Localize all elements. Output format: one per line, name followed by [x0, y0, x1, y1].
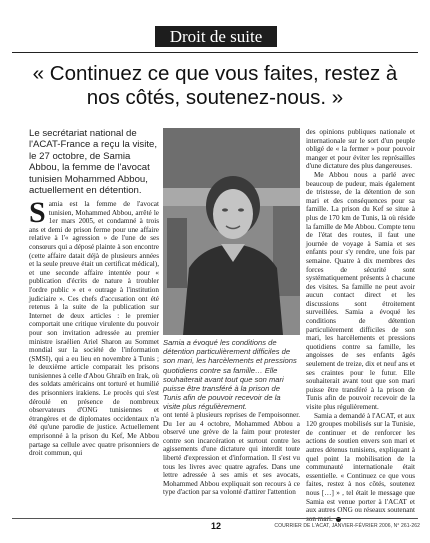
body-text-3a: des opinions publiques nationale et internationale sur le sort d'un peuple obligé de « la fermer » pour pouvoir manger et pour éviter les représailles d'une dictature des plus dangereuses. [306, 128, 415, 171]
body-column-2 [163, 411, 300, 497]
body-text-3c: Samia a demandé à l'ACAT, et aux 120 groupes mobilisés sur la Tunisie, de continuer et de renforcer les actions de soutien envers son mari et autres détenus tunisiens, expliquant à quel point la mobilisation de la communauté internationale était essentielle. « Continuez ce que vous faites, restez à nos côtés, soutenez nous […] » , tel était le message que Samia est venue porter à l'ACAT et aux autres ONG ou réseaux soutenant [306, 411, 415, 515]
page-number: 12 [210, 521, 221, 531]
body-column-1 [29, 196, 159, 458]
publication-footer: COURRIER DE L'ACAT, JANVIER-FÉVRIER 2006, N° 261-262 [274, 523, 420, 529]
drop-cap: S [29, 196, 46, 229]
portrait-image [163, 128, 300, 335]
photo-caption: Samia a évoqué les conditions de détention particulièrement difficiles de son mari, les harcèlements et pressions quotidiens contre sa famille… Elle souhaiterait avant tout que son mari puisse être transféré à la prison de Tunis afin de pouvoir recevoir de la visite plus régulièrement. [163, 338, 297, 412]
body-column-3 [306, 128, 415, 523]
headline: « Continuez ce que vous faites, restez à nos côtés, soutenez-nous. » [32, 62, 398, 109]
bottom-rule [12, 518, 418, 519]
lead-paragraph: Le secrétariat national de l'ACAT-France a reçu la visite, le 27 octobre, de Samia Abbou, la femme de l'avocat tunisien Mohammed Abbou, actuellement en détention. [29, 128, 158, 197]
section-rubric: Droit de suite [155, 26, 277, 47]
portrait-photo [163, 128, 300, 335]
body-text-2: ont tenté à plusieurs reprises de l'empoisonner. Du 1er au 4 octobre, Mohammed Abbou a observé une grève de la faim pour protester contre son incarcération et surtout contre les agissements d'une dictature qui interdit toute liberté d'expression et d'information. Il s'est vu tous les livres avec quatre agrafes. Dans une lettre adressée à ses amis et ses avocats, Mohammed Abbou expliquait son recours à ce type d'action par sa volonté d'attirer l'attention [163, 411, 300, 497]
top-rule [12, 52, 418, 53]
body-text-3b: Me Abbou nous a parlé avec beaucoup de pudeur, mais également de tristesse, de la détention de son mari et des conséquences pour sa famille. La prison du Kef se situe à plus de 170 km de Tunis, là où réside la famille de Me Abbou. Compte tenu de l'état des routes, il faut une journée de voyage à Samia et ses enfants pour s'y rendre, une fois par semaine. Quatre à dix membres des forces de sécurité sont systématiquement présents à chacune des visites. Sa famille ne peut avoir aucun contact direct et les discussions sont étroitement surveillées. Samia a évoqué les conditions de détention particulièrement difficiles de son mari, les harcèlements et pressions quotidiens contre sa famille, les angoisses de ses enfants âgés seulement de treize, dix et neuf ans et ses craintes pour le futur. Elle souhaiterait avant tout que son mari puisse être transféré à la prison de Tunis afin de pouvoir recevoir de la visite plus régulièrement. [306, 170, 415, 411]
body-text-1: amia est la femme de l'avocat tunisien, Mohammed Abbou, arrêté le 1er mars 2005, et condamné à trois ans et demi de prison ferme pour une affaire relative à l'« agression » de l'une de ses consœurs qui a déposé plainte à son encontre (cette affaire datait déjà de plusieurs années et la seule preuve était un certificat médical), et une seconde affaire intentée pour « publication d'écrits de nature à troubler l'ordre public » et « outrage à l'institution judiciaire ». Ces chefs d'accusation ont été retenus à la suite de la publication sur Internet de deux articles : le premier comportait une critique virulente du pouvoir pour son invitation adressée au premier ministre israélien Ariel Sharon au Sommet mondial sur la société de l'information (SMSI), qui a eu lieu en novembre à Tunis ; le deuxième article comparait les prisons tunisiennes à celle d'Abou Ghraïb en Irak, où des soldats américains ont torturé et humilié des prisonniers irakiens. Le procès qui s'est déroulé en présence de nombreux observateurs d'ONG tunisiennes et étrangères et de diplomates occidentaux n'a été qu'une parodie de justice. Actuellement emprisonné à la prison du Kef, Me Abbou partage sa cellule avec quatre prisonniers de droit commun, qui [29, 200, 159, 458]
